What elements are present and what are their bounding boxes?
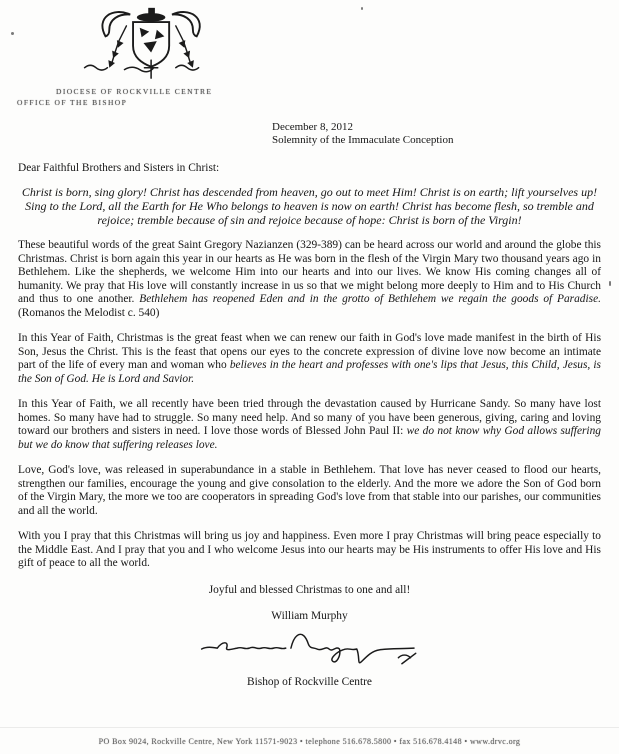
body-paragraph: [18, 398, 601, 452]
body-paragraph: [18, 464, 601, 518]
bishop-coat-of-arms-icon: [74, 5, 232, 81]
scan-edge-line: [0, 727, 619, 728]
text-segment: Bethlehem has reopened Eden and in the grotto of Bethlehem we regain the goods of Paradise.: [139, 293, 601, 305]
scan-artifact: [361, 7, 363, 10]
letterhead-office: OFFICE OF THE BISHOP: [17, 98, 128, 107]
letter-feast: Solemnity of the Immaculate Conception: [272, 134, 454, 146]
body-paragraph: [18, 239, 601, 320]
date-block: [272, 121, 619, 147]
closing-line: Joyful and blessed Christmas to one and all!: [208, 583, 411, 596]
text-segment: believes in the heart and professes with one's lips that Jesus, this Child, Jesus, is the Son of God. He is Lord and Savior.: [18, 359, 601, 385]
signer-name: William Murphy: [271, 609, 348, 622]
scan-artifact: [11, 32, 14, 35]
body-paragraph: [18, 332, 601, 386]
text-segment: These beautiful words of the great Saint Gregory Nazianzen (329-389) can be heard across our world and around the globe this Christmas. Christ is born again this year in our hearts as He was born in the flesh of the Virgin Mary two thousand years ago in Bethlehem. Like the shepherds, we welcome Him into our hearts and into our lives. We know His coming changes all of humanity. We pray that His love will constantly increase in us so that we might belong more deeply to Him and to His Church and thus to one another.: [18, 239, 601, 305]
text-segment: In this Year of Faith, we all recently have been tried through the devastation caused by Hurricane Sandy. So many have lost homes. So many have had to struggle. So many need help. And so many of you have been generous, giving, caring and loving toward our brothers and sisters in need. I love those words of Blessed John Paul II:: [18, 398, 601, 437]
opening-quote: Christ is born, sing glory! Christ has descended from heaven, go out to meet Him! Christ is on earth; lift yourselves up! Sing to the Lord, all the Earth for He Who belongs to heaven is now on earth! Christ has become flesh, so tremble and rejoice; tremble because of sin and rejoice because of hope: Christ is born of the Virgin!: [21, 185, 598, 227]
salutation: Dear Faithful Brothers and Sisters in Christ:: [18, 162, 220, 174]
scan-artifact: [609, 281, 611, 286]
footer-contact-line: PO Box 9024, Rockville Centre, New York 11571-9023 • telephone 516.678.5800 • fax 516.678.4148 • www.drvc.org: [98, 737, 521, 746]
text-segment: With you I pray that this Christmas will bring us joy and happiness. Even more I pray Christmas will bring peace especially to the Middle East. And I pray that you and I who welcome Jesus into our hearts may be His instruments to offer His love and His gift of peace to all the world.: [18, 530, 601, 569]
signer-title: Bishop of Rockville Centre: [247, 675, 372, 688]
text-segment: Love, God's love, was released in superabundance in a stable in Bethlehem. That love has never ceased to flood our hearts, strengthen our families, encourage the young and give consolation to the elderly. And the more we adore the Son of God born of the Virgin Mary, the more we too are cooperators in spreading God's love from that stable into our parishes, our communities and all the world.: [18, 464, 601, 517]
body-paragraph: [18, 530, 601, 571]
text-segment: (Romanos the Melodist c. 540): [18, 306, 160, 319]
handwritten-signature-icon: [185, 623, 435, 675]
letterhead-organization: DIOCESE OF ROCKVILLE CENTRE: [56, 87, 213, 96]
letter-date: December 8, 2012: [272, 121, 353, 133]
text-segment: In this Year of Faith, Christmas is the great feast when we can renew our faith in God's love made manifest in the birth of His Son, Jesus the Christ. This is the feast that opens our eyes to the concrete expression of divine love now become an intimate part of the life of every man and woman who: [18, 332, 601, 371]
text-segment: we do not know why God allows suffering but we do know that suffering releases love.: [18, 425, 601, 451]
letter-body: [0, 239, 619, 571]
